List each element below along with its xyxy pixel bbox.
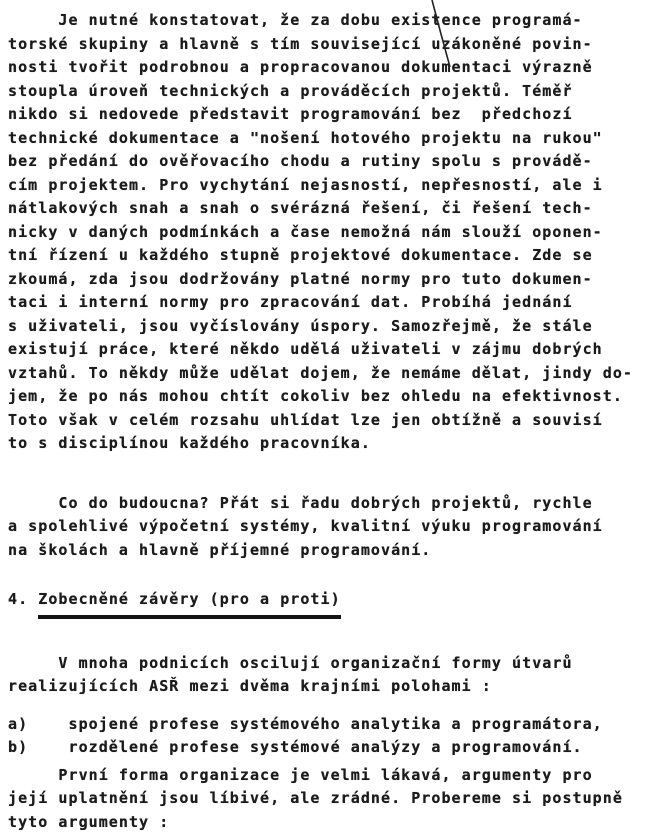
text-line: tní řízení u každého stupně projektové dokumentace. Zde se [8, 246, 593, 264]
text-line: s uživateli, jsou vyčíslovány úspory. Samozřejmě, že stále [8, 316, 593, 335]
text-line: a spolehlivé výpočetní systémy, kvalitní výuku programování [8, 517, 603, 535]
text-line: nicky v daných podmínkách a čase nemožná nám slouží oponen- [8, 222, 603, 241]
section-heading [8, 588, 644, 619]
text-line: První forma organizace je velmi lákavá, argumenty pro [8, 765, 593, 784]
text-line: torské skupiny a hlavně s tím související uzákoněné povin- [8, 34, 593, 53]
text-line: stoupla úroveň technických a prováděcích projektů. Téměř [8, 81, 573, 100]
text-line: Je nutné konstatovat, že za dobu existence programá- [8, 11, 583, 29]
option-list [8, 713, 644, 760]
text-line: její uplatnění jsou líbivé, ale zrádné. Probereme si postupně [8, 789, 623, 807]
text-line: nikdo si nedovede představit programování bez předchozí [8, 105, 573, 123]
text-line: tyto argumenty : [8, 812, 170, 831]
text-line: realizujících ASŘ mezi dvěma krajními polohami : [8, 677, 492, 695]
text-line: Toto však v celém rozsahu uhlídat lze jen obtížně a souvisí [8, 410, 603, 429]
text-line: jem, že po nás mohou chtít cokoliv bez ohledu na efektivnost. [8, 387, 623, 405]
section-title: Zobecněné závěry (pro a proti) [38, 588, 340, 619]
paragraph-1 [8, 9, 644, 456]
text-line: to s disciplínou každého pracovníka. [8, 434, 371, 452]
text-line: cím projektem. Pro vychytání nejasností, nepřesností, ale i [8, 175, 603, 194]
paragraph-3 [8, 652, 644, 699]
paragraph-2 [8, 492, 644, 563]
text-line: existují práce, které někdo udělá uživateli v zájmu dobrých [8, 340, 603, 358]
section-number: 4. [8, 590, 39, 608]
text-line: vztahů. To někdy může udělat dojem, že nemáme dělat, jindy do- [8, 363, 634, 382]
text-line: Co do budoucna? Přát si řadu dobrých projektů, rychle [8, 493, 593, 512]
text-line: V mnoha podnicích oscilují organizační formy útvarů [8, 653, 573, 672]
text-line: na školách a hlavně příjemné programování. [8, 540, 432, 559]
text-line: b) rozdělené profese systémové analýzy a programování. [8, 738, 583, 756]
paragraph-4 [8, 764, 644, 834]
text-line: nosti tvořit podrobnou a propracovanou dokumentaci výrazně [8, 58, 593, 76]
text-line: a) spojené profese systémového analytika a programátora, [8, 714, 603, 733]
text-line: bez předání do ověřovacího chodu a rutiny spolu s provádě- [8, 152, 593, 170]
text-line: nátlakových snah a snah o svérázná řešení, či řešení tech- [8, 199, 593, 217]
text-line: taci i interní normy pro zpracování dat. Probíhá jednání [8, 293, 573, 311]
text-line: zkoumá, zda jsou dodržovány platné normy pro tuto dokumen- [8, 269, 593, 288]
text-line: technické dokumentace a "nošení hotového projektu na rukou" [8, 128, 603, 147]
